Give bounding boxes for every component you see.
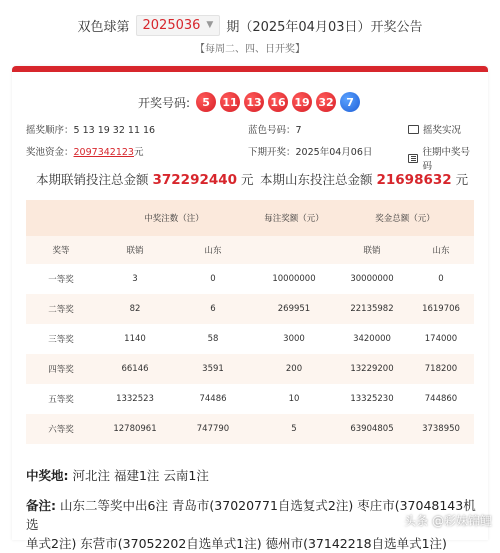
table-cell: 269951 [252,294,336,324]
table-header-cell [252,236,336,264]
table-header-cell: 联销 [96,236,174,264]
table-cell: 5 [252,414,336,444]
table-cell: 3591 [174,354,252,384]
table-sub-header [26,236,474,264]
remarks-label: 备注: [26,498,56,513]
table-group-header [26,200,474,236]
table-row [26,324,474,354]
red-ball: 32 [316,92,336,112]
national-total-label: 本期联销投注总金额 [36,172,149,187]
table-cell: 82 [96,294,174,324]
table-cell: 3 [96,264,174,294]
table-cell: 五等奖 [26,384,96,414]
table-header-cell: 奖金总额（元） [336,200,474,236]
live-draw-link[interactable] [408,122,461,136]
next-draw-value: 2025年04月06日 [295,147,373,158]
draw-schedule: 【每周二、四、日开奖】 [195,44,305,55]
table-row [26,294,474,324]
table-row [26,354,474,384]
watermark [389,512,492,529]
winning-locations-value: 河北注 福建1注 云南1注 [72,468,209,483]
table-cell: 13229200 [336,354,408,384]
page-title [0,12,500,38]
table-cell: 一等奖 [26,264,96,294]
table-header-cell: 山东 [408,236,474,264]
pool-unit: 元 [133,147,144,158]
list-icon [408,154,418,163]
table-cell: 12780961 [96,414,174,444]
blue-label: 蓝色号码： [248,125,296,136]
issue-select[interactable] [136,15,221,36]
table-cell: 747790 [174,414,252,444]
watermark-icon [389,515,401,527]
remarks-line-2: 单式2注) 东营市(37052202自选单式1注) 德州市(37142218自选单式1注) [26,536,447,551]
table-cell: 3000 [252,324,336,354]
table-cell: 744860 [408,384,474,414]
table-cell: 1332523 [96,384,174,414]
table-row [26,384,474,414]
winning-locations-label: 中奖地: [26,468,69,483]
national-total-value: 372292440 [152,172,238,188]
issue-value: 2025036 [142,17,201,33]
table-cell: 22135982 [336,294,408,324]
live-draw-label: 摇奖实况 [423,125,462,136]
table-cell: 三等奖 [26,324,96,354]
table-header-cell: 中奖注数（注） [96,200,252,236]
shandong-total-label: 本期山东投注总金额 [260,172,373,187]
table-cell: 四等奖 [26,354,96,384]
table-cell: 二等奖 [26,294,96,324]
red-ball: 13 [244,92,264,112]
winning-numbers-label: 开奖号码: [137,95,191,110]
title-prefix: 双色球第 [77,19,130,35]
red-ball: 19 [292,92,312,112]
table-cell: 0 [174,264,252,294]
table-cell: 6 [174,294,252,324]
table-row [26,264,474,294]
order-label: 摇奖顺序： [26,125,74,136]
national-total-unit: 元 [241,172,254,187]
title-suffix: 期（2025年04月03日）开奖公告 [226,19,423,35]
table-header-cell: 奖等 [26,236,96,264]
header-bar [0,0,500,64]
red-ball: 11 [220,92,240,112]
table-cell: 63904805 [336,414,408,444]
red-ball: 16 [268,92,288,112]
red-ball: 5 [196,92,216,112]
blue-ball: 7 [340,92,360,112]
past-results-link[interactable] [408,144,476,172]
monitor-icon [408,125,419,134]
table-header-cell: 每注奖额（元） [252,200,336,236]
past-results-label: 往期中奖号码 [422,147,470,172]
winning-locations [26,466,488,485]
order-value: 5 13 19 32 11 16 [73,125,156,136]
table-cell: 174000 [408,324,474,354]
table-cell: 3420000 [336,324,408,354]
remarks-line-1: 山东二等奖中出6注 青岛市(37020771自选复式2注) 枣庄市(37048143机选 [26,498,476,532]
table-cell: 3738950 [408,414,474,444]
table-cell: 1619706 [408,294,474,324]
blue-value: 7 [295,125,302,136]
table-cell: 10 [252,384,336,414]
table-cell: 13325230 [336,384,408,414]
table-cell: 六等奖 [26,414,96,444]
winning-numbers [12,90,488,114]
chevron-down-icon: ▼ [206,20,214,30]
prize-table [26,200,474,444]
pool-label: 奖池资金： [26,147,74,158]
table-cell: 10000000 [252,264,336,294]
result-card [12,66,488,551]
table-cell: 200 [252,354,336,384]
table-cell: 0 [408,264,474,294]
table-header-cell: 山东 [174,236,252,264]
table-cell: 30000000 [336,264,408,294]
table-header-cell: 联销 [336,236,408,264]
table-row [26,414,474,444]
table-cell: 58 [174,324,252,354]
shandong-total-value: 21698632 [376,172,452,188]
table-cell: 74486 [174,384,252,414]
sales-totals [12,170,488,190]
table-cell: 1140 [96,324,174,354]
pool-value: 2097342123 [73,147,134,158]
watermark-text: 头条 @彩妹锦鲤 [404,514,492,528]
table-cell: 66146 [96,354,174,384]
next-draw-label: 下期开奖： [248,147,296,158]
shandong-total-unit: 元 [455,172,469,187]
table-header-cell [26,200,96,236]
table-cell: 718200 [408,354,474,384]
